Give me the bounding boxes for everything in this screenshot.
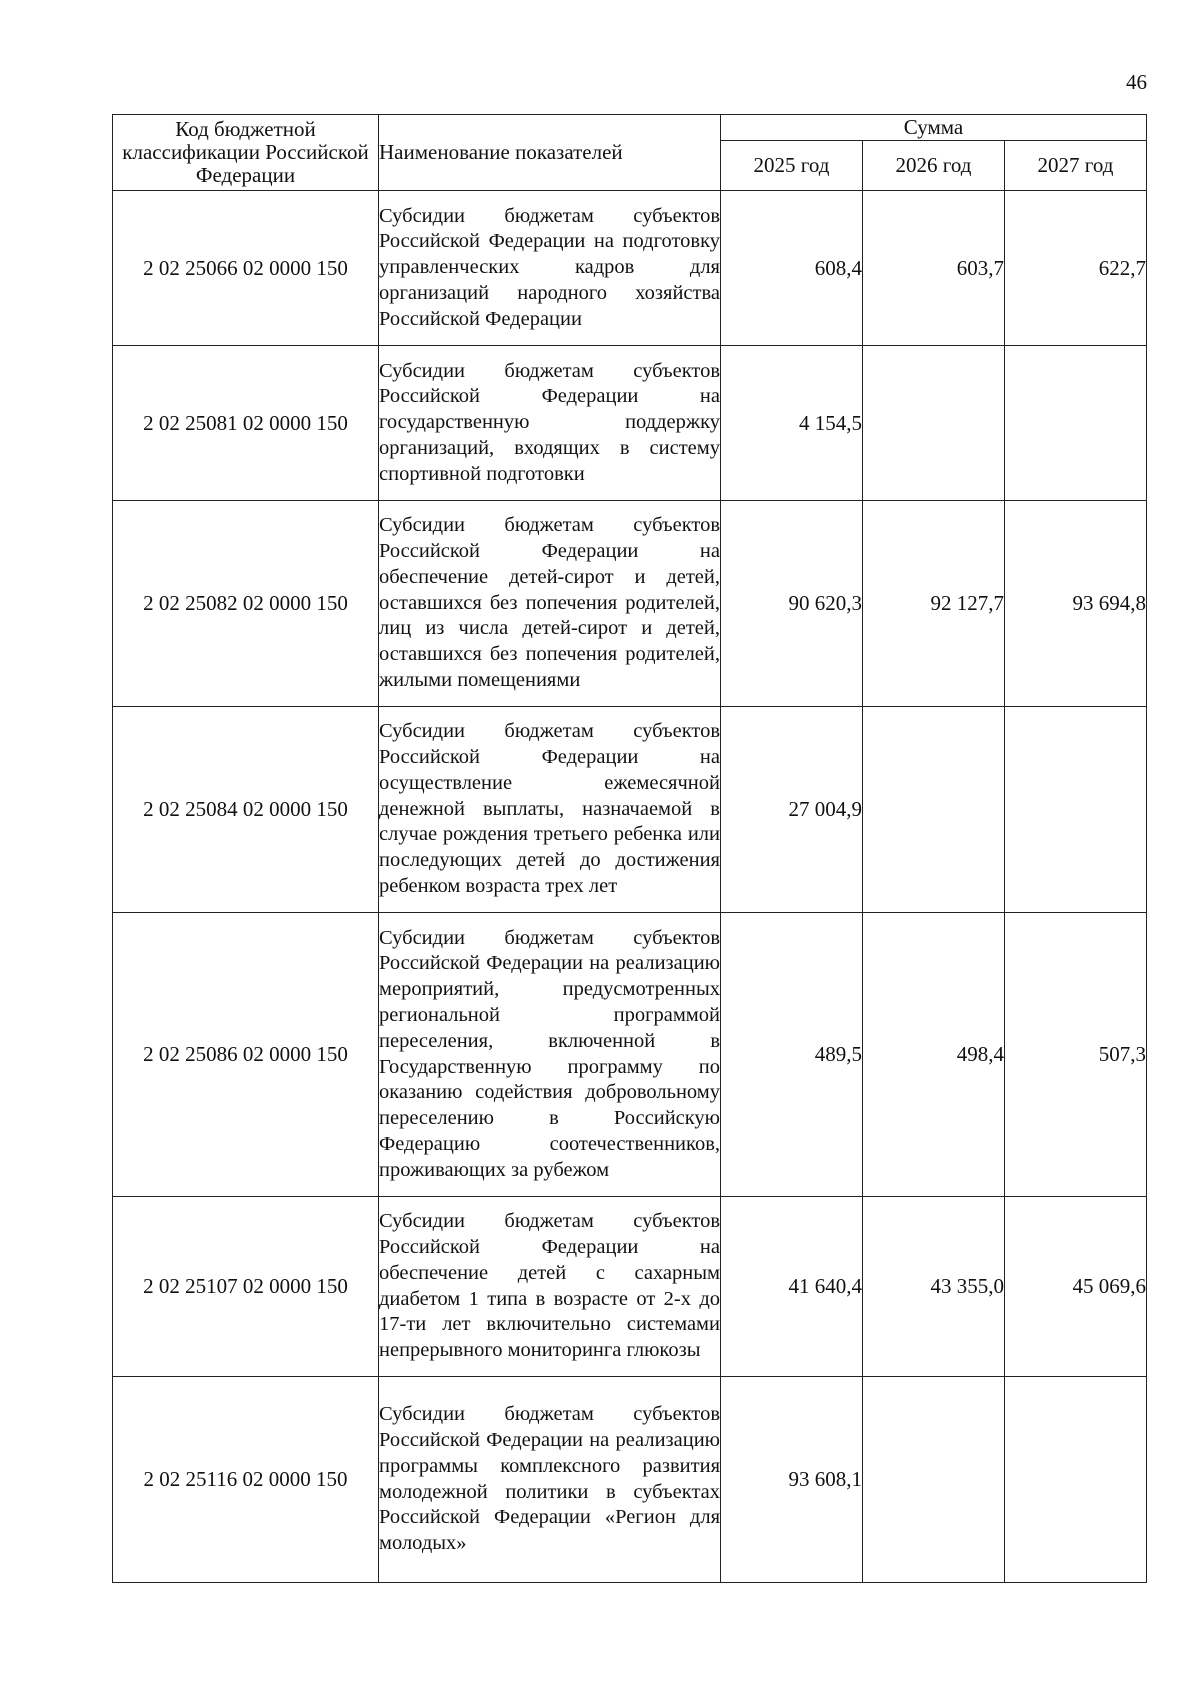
table-row [113, 191, 1147, 346]
table-body [113, 191, 1147, 1583]
row-value-2026 [863, 707, 1005, 913]
row-value-2027: 622,7 [1005, 191, 1147, 346]
header-code-column: Код бюджетной классификации Российской Федерации [113, 115, 379, 191]
row-value-2025: 489,5 [721, 913, 863, 1197]
row-code: 2 02 25081 02 0000 150 [113, 346, 379, 501]
header-year-2026: 2026 год [863, 141, 1005, 191]
row-value-2026: 498,4 [863, 913, 1005, 1197]
row-value-2025: 41 640,4 [721, 1197, 863, 1377]
row-value-2025: 608,4 [721, 191, 863, 346]
row-value-2027 [1005, 1377, 1147, 1583]
page-number: 46 [1126, 70, 1147, 94]
table-row [113, 346, 1147, 501]
row-code: 2 02 25084 02 0000 150 [113, 707, 379, 913]
row-value-2026: 43 355,0 [863, 1197, 1005, 1377]
row-code: 2 02 25107 02 0000 150 [113, 1197, 379, 1377]
table-row [113, 913, 1147, 1197]
row-value-2026 [863, 1377, 1005, 1583]
row-value-2025: 4 154,5 [721, 346, 863, 501]
table-header [113, 115, 1147, 191]
table-row [113, 1197, 1147, 1377]
row-code: 2 02 25116 02 0000 150 [113, 1377, 379, 1583]
header-sum-column: Сумма [721, 115, 1147, 141]
row-value-2027 [1005, 346, 1147, 501]
row-code: 2 02 25086 02 0000 150 [113, 913, 379, 1197]
row-value-2026: 92 127,7 [863, 501, 1005, 707]
row-code: 2 02 25082 02 0000 150 [113, 501, 379, 707]
table-row [113, 501, 1147, 707]
row-value-2026 [863, 346, 1005, 501]
header-name-column: Наименование показателей [379, 115, 721, 191]
row-code: 2 02 25066 02 0000 150 [113, 191, 379, 346]
row-name: Субсидии бюджетам субъектов Российской Федерации на государственную поддержку организаций, входящих в систему спортивной подготовки [379, 346, 721, 501]
row-value-2027: 45 069,6 [1005, 1197, 1147, 1377]
row-value-2025: 90 620,3 [721, 501, 863, 707]
row-value-2027: 507,3 [1005, 913, 1147, 1197]
row-name: Субсидии бюджетам субъектов Российской Федерации на подготовку управленческих кадров для организаций народного хозяйства Российской Федерации [379, 191, 721, 346]
row-value-2027: 93 694,8 [1005, 501, 1147, 707]
table-row [113, 707, 1147, 913]
row-name: Субсидии бюджетам субъектов Российской Федерации на обеспечение детей с сахарным диабетом 1 типа в возрасте от 2-х до 17-ти лет включительно системами непрерывного мониторинга глюкозы [379, 1197, 721, 1377]
row-value-2025: 27 004,9 [721, 707, 863, 913]
row-value-2025: 93 608,1 [721, 1377, 863, 1583]
row-name: Субсидии бюджетам субъектов Российской Федерации на обеспечение детей-сирот и детей, оставшихся без попечения родителей, лиц из числа детей-сирот и детей, оставшихся без попечения родителей, жилыми помещениями [379, 501, 721, 707]
row-value-2027 [1005, 707, 1147, 913]
row-name: Субсидии бюджетам субъектов Российской Федерации на реализацию мероприятий, предусмотренных региональной программой переселения, включенной в Государственную программу по оказанию содействия добровольному переселению в Российскую Федерацию соотечественников, проживающих за рубежом [379, 913, 721, 1197]
row-name: Субсидии бюджетам субъектов Российской Федерации на осуществление ежемесячной денежной выплаты, назначаемой в случае рождения третьего ребенка или последующих детей до достижения ребенком возраста трех лет [379, 707, 721, 913]
header-year-2025: 2025 год [721, 141, 863, 191]
row-name: Субсидии бюджетам субъектов Российской Федерации на реализацию программы комплексного развития молодежной политики в субъектах Российской Федерации «Регион для молодых» [379, 1377, 721, 1583]
header-year-2027: 2027 год [1005, 141, 1147, 191]
row-value-2026: 603,7 [863, 191, 1005, 346]
budget-table [112, 114, 1147, 1583]
table-row [113, 1377, 1147, 1583]
